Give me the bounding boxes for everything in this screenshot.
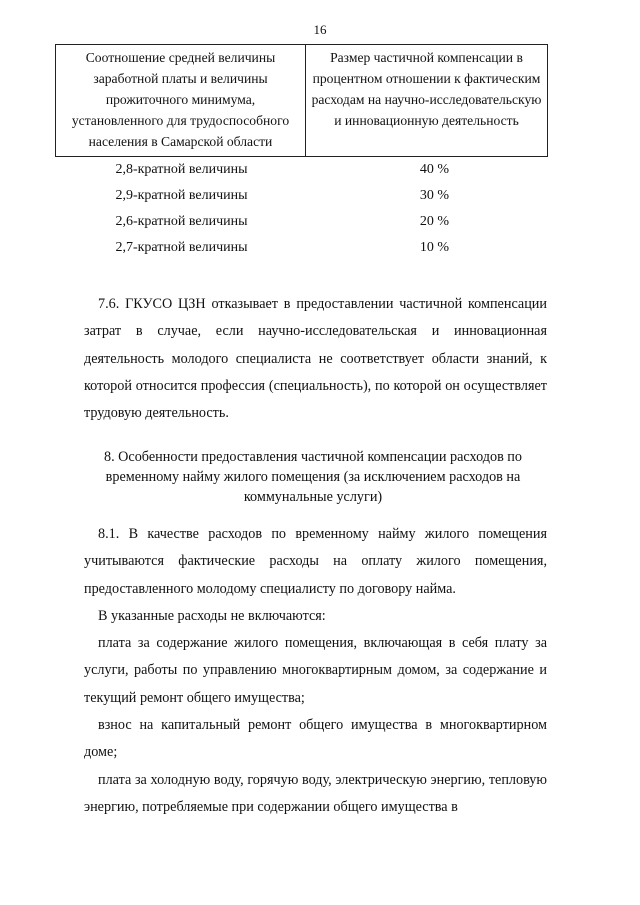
table-header-row — [56, 45, 548, 157]
excluded-item: плата за содержание жилого помещения, включающая в себя плату за услуги, работы по управлению многоквартирным домом, за содержание и текущий ремонт общего имущества; — [84, 635, 547, 706]
cell-percent: 10 % — [419, 240, 450, 255]
page-number: 16 — [313, 22, 327, 37]
cell-ratio: 2,7-кратной величины — [115, 240, 248, 255]
cell-ratio: 2,6-кратной величины — [115, 214, 248, 229]
table-row — [56, 235, 548, 261]
header-percent: Размер частичной компенсации в процентном отношении к фактическим расходам на научно-исследовательскую и инновационную деятельность — [306, 45, 548, 157]
cell-ratio: 2,9-кратной величины — [115, 188, 248, 203]
section-8-heading: 8. Особенности предоставления частичной компенсации расходов по временному найму жилого помещения (за исключением расходов на коммунальные услуги) — [103, 449, 522, 505]
cell-percent: 20 % — [419, 214, 450, 229]
excluded-item: плата за холодную воду, горячую воду, электрическую энергию, тепловую энергию, потребляемые при содержании общего имущества в — [84, 771, 547, 815]
excluded-item: взнос на капитальный ремонт общего имущества в многоквартирном доме; — [84, 717, 547, 761]
paragraph-8-1: 8.1. В качестве расходов по временному найму жилого помещения учитываются фактические расходы на оплату жилого помещения, предоставленного молодому специалисту по договору найма. — [84, 526, 547, 597]
paragraph-7-6 — [84, 291, 547, 427]
header-ratio: Соотношение средней величины заработной платы и величины прожиточного минимума, установленного для трудоспособного населения в Самарской области — [56, 45, 306, 157]
cell-ratio: 2,8-кратной величины — [115, 162, 248, 177]
cell-percent: 40 % — [419, 162, 450, 177]
compensation-table — [55, 44, 548, 261]
excluded-intro: В указанные расходы не включаются: — [98, 607, 326, 624]
table-row — [56, 183, 548, 209]
paragraph-7-6-text: 7.6. ГКУСО ЦЗН отказывает в предоставлении частичной компенсации затрат в случае, если научно-исследовательская и инновационная деятельность молодого специалиста не соответствует области знаний, к которой относится профессия (специальность), по которой он осуществляет трудовую деятельность. — [84, 296, 547, 422]
table-row — [56, 209, 548, 235]
cell-percent: 30 % — [419, 188, 450, 203]
table-row — [56, 157, 548, 184]
section-8-body — [84, 521, 547, 821]
